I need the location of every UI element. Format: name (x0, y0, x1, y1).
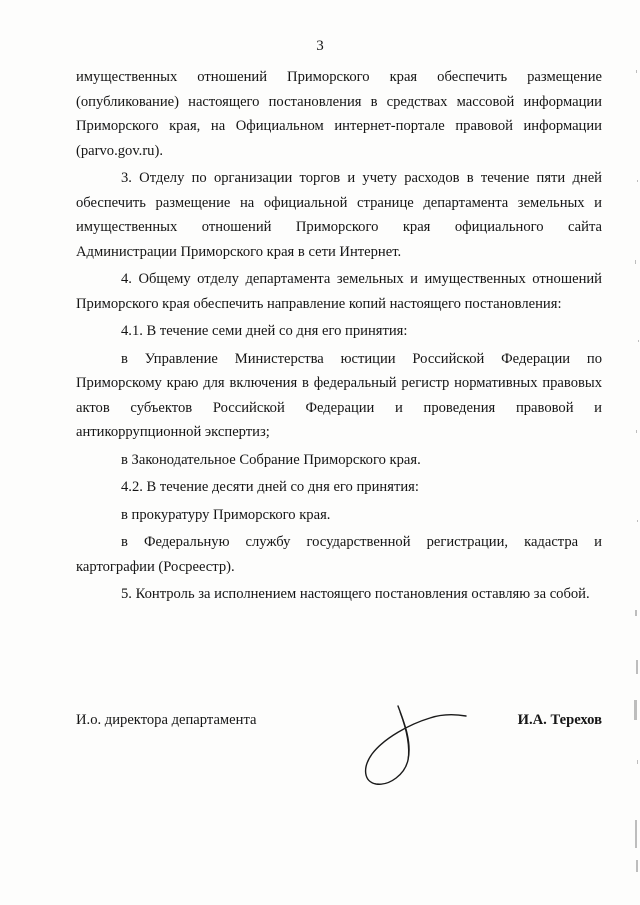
page-number: 3 (316, 38, 324, 54)
handwritten-signature (350, 702, 470, 792)
paragraph-legislative-assembly: в Законодательное Собрание Приморского края. (121, 451, 421, 468)
paragraph-continuation: имущественных отношений Приморского края обеспечить размещение (опубликование) настоящего постановления в средствах массовой информации Приморского края, на Официальном интернет-портале правовой информации (parvo.gov.ru). (76, 69, 602, 159)
paragraph-ministry-justice: в Управление Министерства юстиции Российской Федерации по Приморскому краю для включения в федеральный регистр нормативных правовых актов субъектов Российской Федерации и проведения правовой и антикоррупционной экспертиз; (76, 350, 602, 440)
paragraph-rosreestr: в Федеральную службу государственной регистрации, кадастра и картографии (Росреестр). (76, 534, 602, 575)
paragraph-item-4-1: 4.1. В течение семи дней со дня его принятия: (121, 323, 408, 339)
signatory-name: И.А. Терехов (517, 712, 602, 728)
paragraph-prosecutor: в прокуратуру Приморского края. (121, 506, 331, 523)
paragraph-item-5: 5. Контроль за исполнением настоящего постановления оставляю за собой. (121, 586, 590, 602)
paragraph-item-4: 4. Общему отделу департамента земельных и имущественных отношений Приморского края обеспечить направление копий настоящего постановления: (76, 271, 602, 312)
document-body (76, 65, 602, 610)
paragraph-item-4-2: 4.2. В течение десяти дней со дня его принятия: (121, 479, 419, 495)
paragraph-item-3: 3. Отделу по организации торгов и учету расходов в течение пяти дней обеспечить размещение на официальной странице департамента земельных и имущественных отношений Приморского края официального сайта Администрации Приморского края в сети Интернет. (76, 170, 602, 260)
scan-edge-noise (630, 0, 640, 905)
signatory-position: И.о. директора департамента (76, 712, 257, 728)
